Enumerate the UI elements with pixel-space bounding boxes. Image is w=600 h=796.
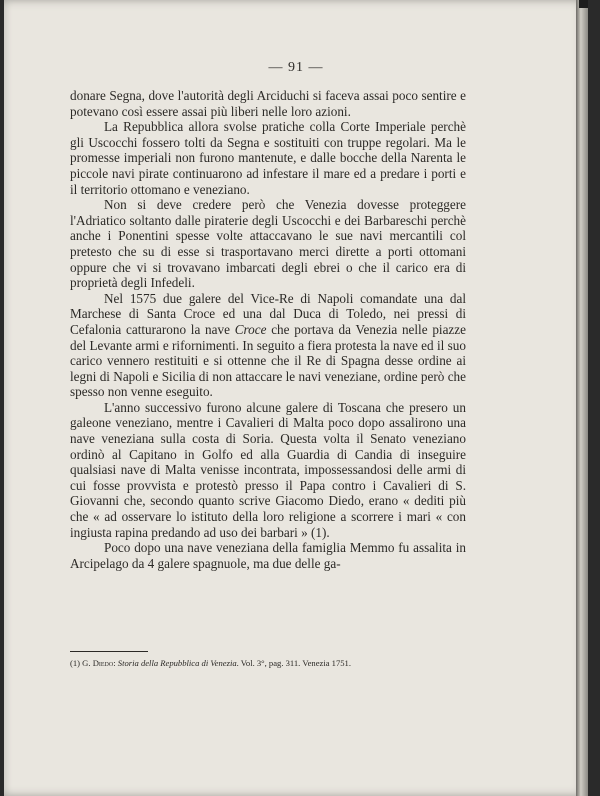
scan-corner [579, 0, 588, 8]
paragraph-6: Poco dopo una nave veneziana della famiglia Memmo fu assalita in Arcipelago da 4 galere spagnuole, ma due delle ga- [70, 540, 466, 571]
footnote-title: Storia della Repubblica di Venezia [117, 658, 237, 668]
book-page [4, 0, 588, 796]
footnote-details: . Vol. 3°, pag. 311. Venezia 1751. [236, 658, 352, 668]
footnote-marker: (1) G. [70, 658, 93, 668]
paragraph-4-end: che portava da Venezia nelle piazze del Levante armi e rifornimenti. In seguito a fiera protesta la nave ed il suo carico vennero restituiti e si ottenne che il Re di Spagna desse ordine ai legni di Napoli e Sicilia di non attaccare le navi veneziane, ordine però che spesso non venne eseguito. [70, 321, 466, 400]
page-number: — 91 — [268, 60, 324, 75]
paragraph-5: L'anno successivo furono alcune galere di Toscana che presero un galeone veneziano, mentre i Cavalieri di Malta poco dopo assalirono una nave veneziana sulla costa di Soria. Questa volta il Senato veneziano ordinò al Capitano in Golfo ed alla Guardia di Candia di inseguire qualsiasi nave di Malta venisse incontrata, impossessandosi delle armi di cui fosse provvista e protestò presso il Papa contro i Cavalieri di S. Giovanni che, secondo quanto scrive Giacomo Diedo, erano « dediti più che « ad osservare lo istituto della loro religione a scorrere i mari « con ingiusta rapina predando ad uso dei barbari » (1). [70, 399, 466, 540]
footnote-divider [70, 651, 148, 652]
paragraph-3: Non si deve credere però che Venezia dovesse proteggere l'Adriatico soltanto dalle piraterie degli Uscocchi e dei Barbareschi perchè anche i Ponentini spesse volte attaccavano le sue navi mercantili col pretesto che su di esse si trasportavano merci dirette a porti ottomani oppure che vi si trovavano imbarcati degli ebrei o che il carico era di proprietà degli Infedeli. [70, 197, 466, 291]
paragraph-4 [70, 291, 466, 400]
ship-name-italic: Croce [234, 321, 267, 337]
footnote-separator: : [113, 658, 118, 668]
paragraph-4-start: Nel 1575 due galere del Vice-Re di Napoli comandate una dal Marchese di Santa Croce ed una dal Duca di Toledo, nei pressi di Cefalonia catturarono la nave [70, 290, 466, 337]
paragraph-1: donare Segna, dove l'autorità degli Arciduchi si faceva assai poco sentire e potevano così essere assai più liberi nelle loro azioni. [70, 88, 466, 119]
body-text [70, 88, 466, 571]
page-edge-shadow [576, 0, 588, 796]
footnote [70, 658, 490, 669]
paragraph-2: La Repubblica allora svolse pratiche colla Corte Imperiale perchè gli Uscocchi fossero tolti da Segna e sostituiti con truppe regolari. Ma le promesse imperiali non furono mantenute, e dalle bocche della Narenta le piccole navi pirate continuarono ad infestare il mare ed a predare i porti e il territorio ottomano e veneziano. [70, 119, 466, 197]
footnote-author: Diedo [92, 658, 114, 668]
